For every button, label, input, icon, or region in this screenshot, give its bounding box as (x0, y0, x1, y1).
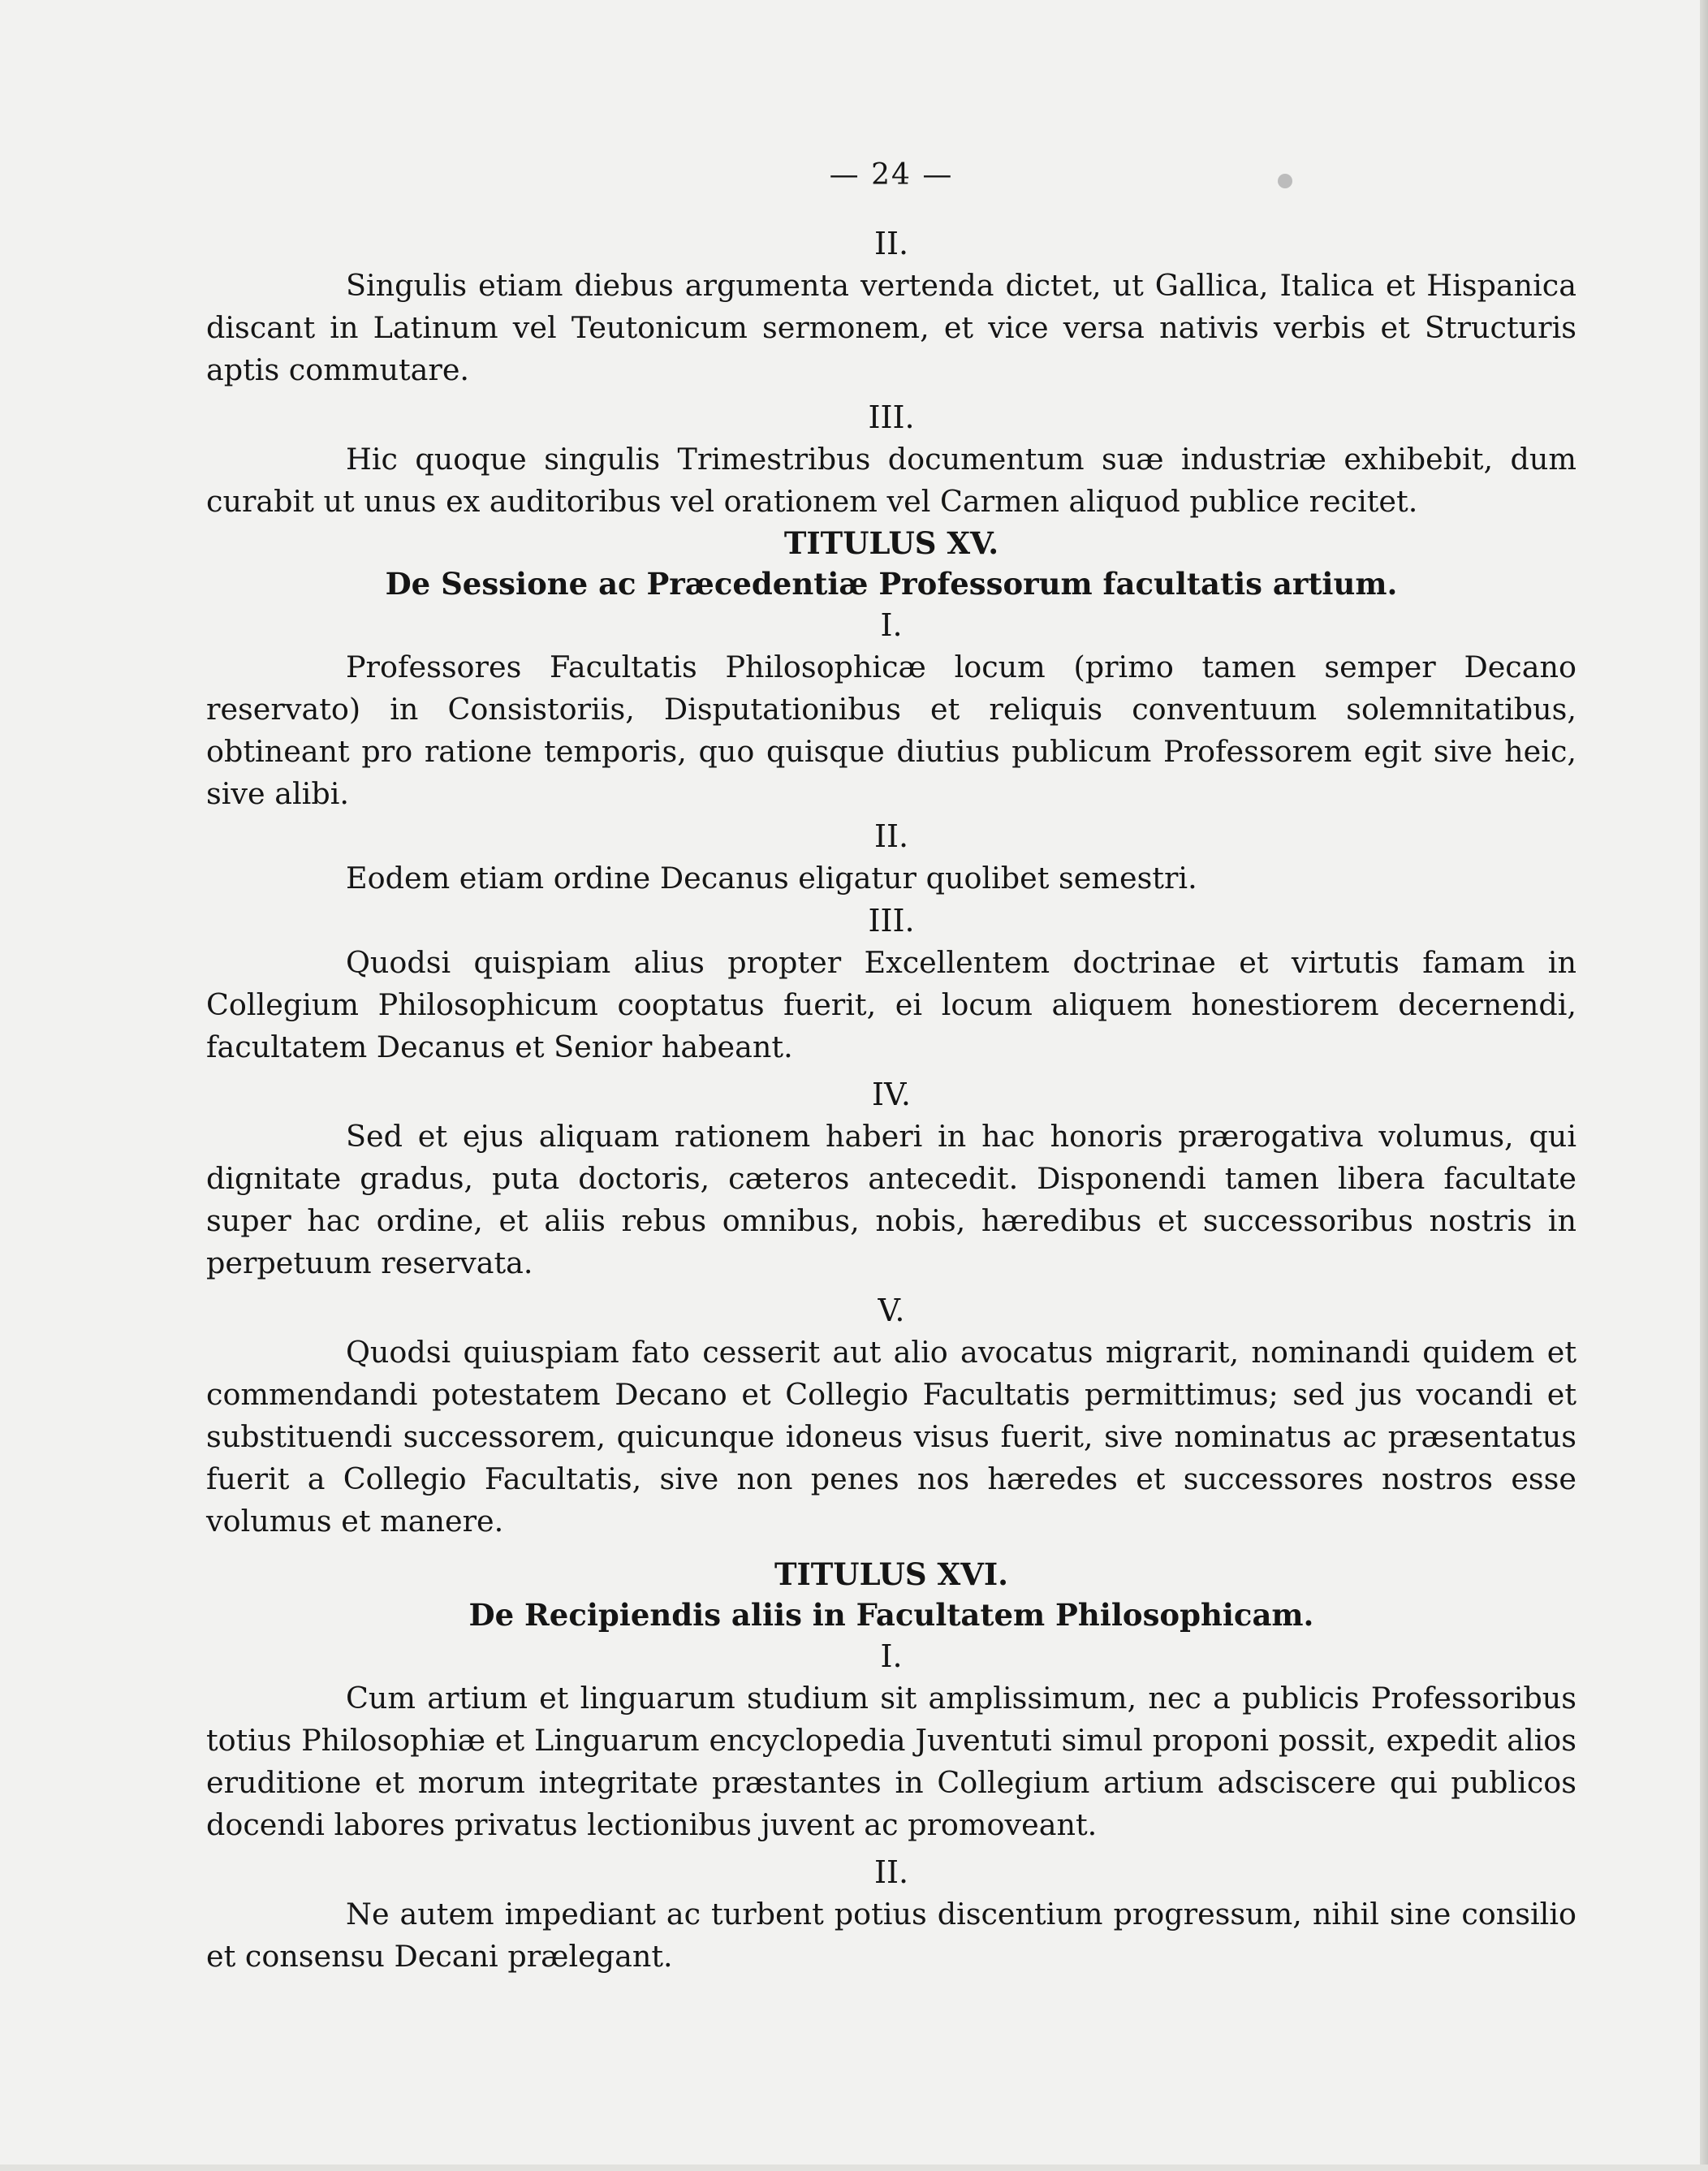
titulus-subtitle: De Recipiendis aliis in Facultatem Philosophicam. (468, 1597, 1314, 1633)
titulus-heading: TITULUS XV. (783, 525, 999, 561)
article-number: I. (880, 1638, 903, 1674)
article-text: Hic quoque singulis Trimestribus documentum suæ industriæ exhibebit, dum curabit ut unus ex auditoribus vel orationem vel Carmen aliquod publice recitet. (206, 442, 1576, 519)
article-number: I. (880, 607, 903, 643)
article-text: Sed et ejus aliquam rationem haberi in hac honoris prærogativa volumus, qui dignitate gradus, puta doctoris, cæteros antecedit. Disponendi tamen libera facultate super hac ordine, et aliis rebus omnibus, nobis, hæredibus et successoribus nostris in perpetuum reservata. (206, 1119, 1576, 1280)
article-number: II. (873, 1854, 909, 1890)
article-text: Cum artium et linguarum studium sit amplissimum, nec a publicis Professoribus totius Philosophiæ et Linguarum encyclopedia Juventuti simul proponi possit, expedit alios eruditione et morum integritate præstantes in Collegium artium adsciscere qui publicos docendi labores privatus lectionibus juvent ac promoveant. (206, 1681, 1576, 1842)
article-text: Quodsi quiuspiam fato cesserit aut alio avocatus migrarit, nominandi quidem et commendandi potestatem Decano et Collegio Facultatis permittimus; sed jus vocandi et substituendi successorem, quicunque idoneus visus fuerit, sive nominatus ac præsentatus fuerit a Collegio Facultatis, sive non penes nos hæredes et successores nostros esse volumus et manere. (206, 1335, 1576, 1539)
article-number: II. (873, 818, 909, 854)
titulus-heading: TITULUS XVI. (774, 1556, 1009, 1592)
article-number: IV. (872, 1077, 911, 1112)
titulus-subtitle: De Sessione ac Præcedentiæ Professorum facultatis artium. (385, 566, 1398, 602)
document-page (206, 156, 1576, 1978)
article-text: Ne autem impediant ac turbent potius discentium progressum, nihil sine consilio et consensu Decani prælegant. (206, 1897, 1576, 1974)
article-text: Eodem etiam ordine Decanus eligatur quolibet semestri. (346, 861, 1197, 896)
article-number: III. (868, 903, 915, 939)
article-number: V. (878, 1293, 905, 1328)
scan-edge (1700, 0, 1708, 2171)
article-text: Singulis etiam diebus argumenta vertenda dictet, ut Gallica, Italica et Hispanica discant in Latinum vel Teutonicum sermonem, et vice versa nativis verbis et Structuris aptis commutare. (206, 268, 1576, 387)
article-number: III. (868, 399, 915, 435)
article-number: II. (873, 226, 909, 261)
article-text: Professores Facultatis Philosophicæ locum (primo tamen semper Decano reservato) in Consistoriis, Disputationibus et reliquis conventuum solemnitatibus, obtineant pro ratione temporis, quo quisque diutius publicum Professorem egit sive heic, sive alibi. (206, 650, 1576, 811)
scan-edge-bottom (0, 2165, 1708, 2171)
page-number: — 24 — (829, 158, 954, 192)
article-text: Quodsi quispiam alius propter Excellentem doctrinae et virtutis famam in Collegium Philosophicum cooptatus fuerit, ei locum aliquem honestiorem decernendi, facultatem Decanus et Senior habeant. (206, 945, 1576, 1064)
